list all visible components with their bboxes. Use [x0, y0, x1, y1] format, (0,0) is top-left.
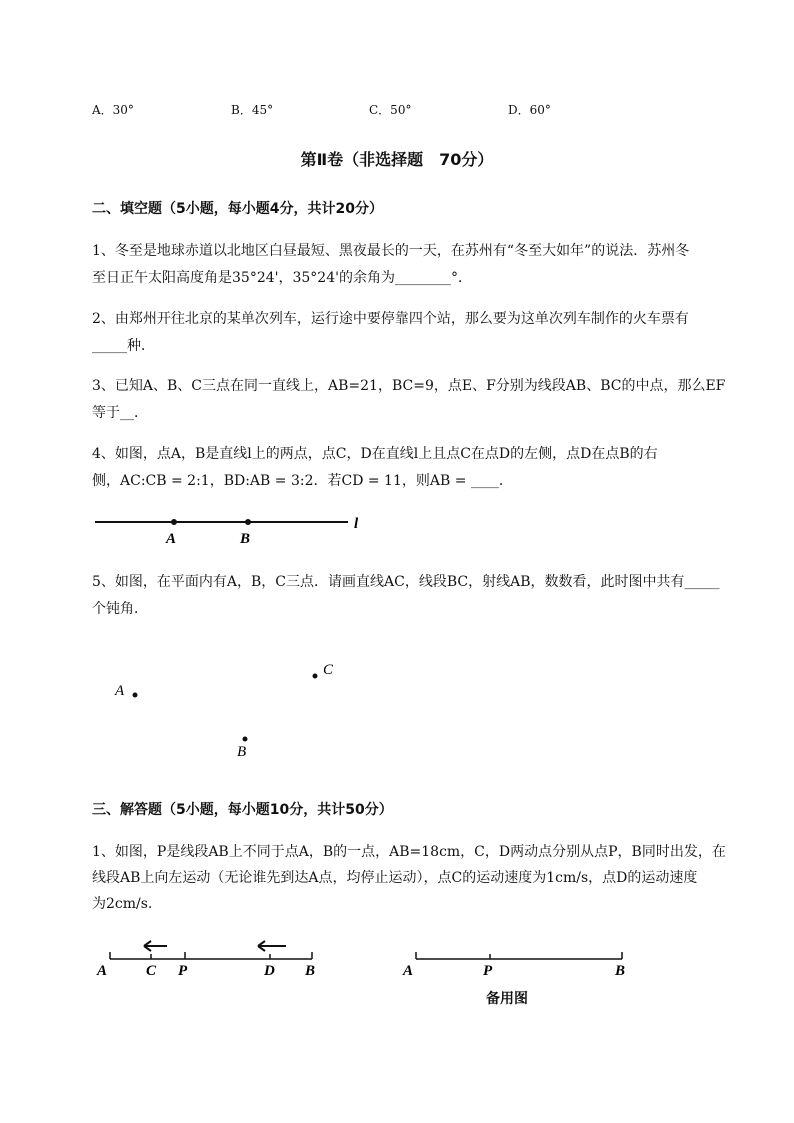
label-a: A [97, 963, 108, 979]
label-c: C [146, 963, 157, 979]
label-a: A [403, 963, 414, 979]
q3-line1: 3、已知A、B、C三点在同一直线上，AB=21，BC=9，点E、F分别为线段AB、BC的中点，那么EF [92, 378, 726, 394]
point-a-label: A [166, 531, 177, 547]
label-p: P [178, 963, 188, 979]
label-b: B [615, 963, 626, 979]
q6-line2: 线段AB上向左运动（无论谁先到达A点，均停止运动），点C的运动速度为1cm/s，点D的运动速度 [92, 870, 698, 886]
section3-header: 三、解答题（5小题，每小题10分，共计50分） [92, 802, 393, 818]
point-a-dot [133, 693, 138, 698]
part2-title: 第Ⅱ卷（非选择题 70分） [300, 150, 494, 169]
label-b: B [305, 963, 316, 979]
q3-line2: 等于__． [92, 405, 148, 421]
label-d: D [264, 963, 275, 979]
q2-line2: _____种． [92, 338, 155, 354]
q5-points-figure [100, 650, 360, 765]
option-b: B．45° [231, 103, 274, 117]
point-c-dot [313, 674, 318, 679]
option-a: A．30° [92, 103, 134, 117]
point-a-dot [171, 519, 177, 525]
line-l-label: l [354, 516, 359, 532]
option-c: C．50° [369, 103, 412, 117]
point-b-label: B [240, 531, 251, 547]
point-a-label: A [115, 683, 125, 699]
q4-line-figure [90, 510, 380, 550]
label-p: P [483, 963, 493, 979]
spare-figure-caption: 备用图 [486, 991, 528, 1007]
q6-spare-figure [400, 935, 640, 980]
point-b-dot [243, 737, 248, 742]
q1-line2: 至日正午太阳高度角是35°24'，35°24'的余角为________°． [92, 270, 472, 286]
q4-line1: 4、如图，点A，B是直线l上的两点，点C，D在直线l上且点C在点D的左侧，点D在点B的右 [92, 446, 658, 462]
q2-line1: 2、由郑州开往北京的某单次列车，运行途中要停靠四个站，那么要为这单次列车制作的火车票有 [92, 311, 689, 327]
q5-line1: 5、如图，在平面内有A，B，C三点．请画直线AC，线段BC，射线AB，数数看，此时图中共有_____ [92, 574, 720, 590]
q6-segment-figure [92, 935, 332, 980]
q6-line3: 为2cm/s. [92, 896, 153, 912]
option-d: D．60° [508, 103, 551, 117]
q1-line1: 1、冬至是地球赤道以北地区白昼最短、黑夜最长的一天，在苏州有“冬至大如年”的说法．苏州冬 [92, 243, 690, 259]
q6-line1: 1、如图，P是线段AB上不同于点A，B的一点，AB=18cm，C，D两动点分别从点P，B同时出发，在 [92, 844, 726, 860]
point-c-label: C [323, 662, 334, 678]
section2-header: 二、填空题（5小题，每小题4分，共计20分） [92, 201, 383, 217]
point-b-label: B [237, 744, 247, 760]
point-b-dot [245, 519, 251, 525]
q5-line2: 个钝角． [92, 601, 148, 617]
q4-line2: 侧，AC:CB = 2:1，BD:AB = 3:2．若CD = 11，则AB = ____． [92, 473, 513, 489]
